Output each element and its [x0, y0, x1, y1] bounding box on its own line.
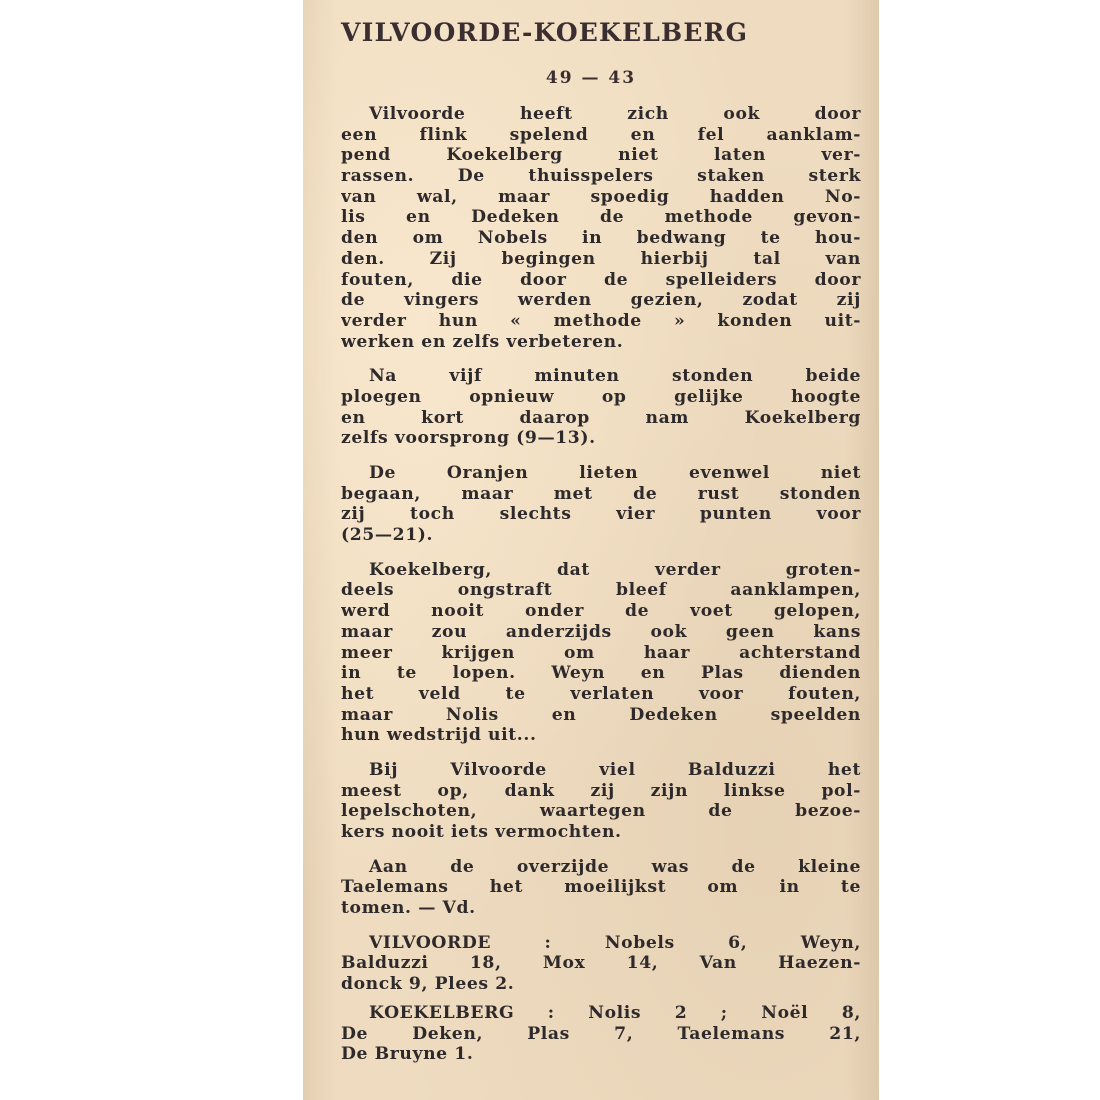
paragraph-5: [341, 760, 861, 843]
text-line: pend Koekelberg niet laten ver-: [341, 145, 861, 166]
text-line: maar zou anderzijds ook geen kans: [341, 621, 861, 642]
text-line: een flink spelend en fel aanklam-: [341, 124, 861, 145]
text-line: zelfs voorsprong (9—13).: [341, 428, 596, 449]
lineup-vilvoorde: [341, 933, 861, 995]
paragraph-1: [341, 104, 861, 352]
text-line: kers nooit iets vermochten.: [341, 822, 622, 842]
text-line: Taelemans het moeilijkst om in te: [341, 877, 861, 898]
lineup-koekelberg: [341, 1003, 861, 1065]
text-line: VILVOORDE : Nobels 6, Weyn,: [369, 932, 861, 953]
text-line: en kort daarop nam Koekelberg: [341, 407, 861, 428]
paragraph-6: [341, 857, 861, 919]
text-line: deels ongstraft bleef aanklampen,: [341, 580, 861, 601]
text-line: (25—21).: [341, 525, 434, 546]
paragraph-3: [341, 463, 861, 546]
text-line: in te lopen. Weyn en Plas dienden: [341, 663, 861, 684]
text-line: KOEKELBERG : Nolis 2 ; Noël 8,: [369, 1002, 861, 1023]
text-line: Na vijf minuten stonden beide: [369, 366, 861, 387]
text-line: werd nooit onder de voet gelopen,: [341, 601, 861, 622]
final-score: 49 — 43: [545, 68, 637, 88]
text-line: Bij Vilvoorde viel Balduzzi het: [369, 759, 861, 780]
article-body: [341, 104, 861, 1073]
text-line: lepelschoten, waartegen de bezoe-: [341, 801, 861, 822]
text-line: De Bruyne 1.: [341, 1044, 474, 1065]
newspaper-clipping: [303, 0, 879, 1100]
text-line: den. Zij begingen hierbij tal van: [341, 248, 861, 269]
text-line: Aan de overzijde was de kleine: [369, 856, 861, 877]
text-line: tomen. — Vd.: [341, 898, 476, 919]
text-line: hun wedstrijd uit...: [341, 725, 537, 746]
text-line: van wal, maar spoedig hadden No-: [341, 186, 861, 207]
text-line: den om Nobels in bedwang te hou-: [341, 228, 861, 249]
text-line: werken en zelfs verbeteren.: [341, 331, 624, 352]
text-line: ploegen opnieuw op gelijke hoogte: [341, 386, 861, 407]
text-line: zij toch slechts vier punten voor: [341, 504, 861, 525]
text-line: De Deken, Plas 7, Taelemans 21,: [341, 1023, 861, 1044]
text-line: rassen. De thuisspelers staken sterk: [341, 166, 861, 187]
text-line: donck 9, Plees 2.: [341, 974, 515, 995]
paragraph-4: [341, 560, 861, 746]
headline: VILVOORDE-KOEKELBERG: [341, 18, 749, 47]
text-line: maar Nolis en Dedeken speelden: [341, 704, 861, 725]
text-line: de vingers werden gezien, zodat zij: [341, 290, 861, 311]
text-line: meer krijgen om haar achterstand: [341, 642, 861, 663]
text-line: Koekelberg, dat verder groten-: [369, 559, 861, 580]
text-line: meest op, dank zij zijn linkse pol-: [341, 780, 861, 801]
text-line: Vilvoorde heeft zich ook door: [369, 104, 861, 124]
text-line: fouten, die door de spelleiders door: [341, 269, 861, 290]
text-line: Balduzzi 18, Mox 14, Van Haezen-: [341, 953, 861, 974]
text-line: het veld te verlaten voor fouten,: [341, 683, 861, 704]
text-line: lis en Dedeken de methode gevon-: [341, 207, 861, 228]
text-line: begaan, maar met de rust stonden: [341, 483, 861, 504]
paragraph-2: [341, 366, 861, 449]
text-line: De Oranjen lieten evenwel niet: [369, 463, 861, 483]
text-line: verder hun « methode » konden uit-: [341, 310, 861, 331]
